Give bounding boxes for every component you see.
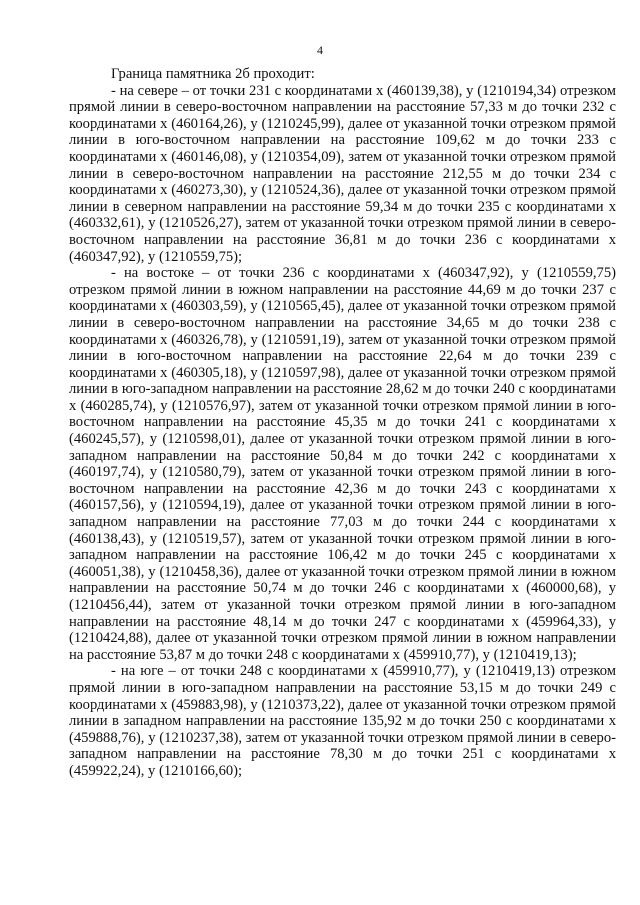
paragraph-east-boundary: - на востоке – от точки 236 с координатами х (460347,92), у (1210559,75) отрезком прямой линии в южном направлении на расстояние 44,69 м до точки 237 с координатами х (460303,59), у (1210565,45), далее от указанной точки отрезком прямой линии в северо-восточном направлении на расстояние 34,65 м до точки 238 с координатами х (460326,78), у (1210591,19), затем от указанной точки отрезком прямой линии в юго-восточном направлении на расстояние 22,64 м до точки 239 с координатами х (460305,18), у (1210597,98), далее от указанной точки отрезком прямой линии в юго-западном направлении на расстояние 28,62 м до точки 240 с координатами х (460285,74), у (1210576,97), затем от указанной точки отрезком прямой линии в юго-восточном направлении на расстояние 45,35 м до точки 241 с координатами х (460245,57), у (1210598,01), далее от указанной точки отрезком прямой линии в юго-западном направлении на расстояние 50,84 м до точки 242 с координатами х (460197,74), у (1210580,79), затем от указанной точки отрезком прямой линии в юго-восточном направлении на расстояние 42,36 м до точки 243 с координатами х (460157,56), у (1210594,19), далее от указанной точки отрезком прямой линии в юго-западном направлении на расстояние 77,03 м до точки 244 с координатами х (460138,43), у (1210519,57), затем от указанной точки отрезком прямой линии в юго-западном направлении на расстояние 106,42 м до точки 245 с координатами х (460051,38), у (1210458,36), далее от указанной точки отрезком прямой линии в южном направлении на расстояние 50,74 м до точки 246 с координатами х (460000,68), у (1210456,44), затем от указанной точки отрезком прямой линии в юго-западном направлении на расстояние 48,14 м до точки 247 с координатами х (459964,33), у (1210424,88), далее от указанной точки отрезком прямой линии в южном направлении на расстояние 53,87 м до точки 248 с координатами х (459910,77), у (1210419,13);: [69, 265, 616, 663]
paragraph-south-boundary: - на юге – от точки 248 с координатами х (459910,77), у (1210419,13) отрезком прямой линии в юго-западном направлении на расстояние 53,15 м до точки 249 с координатами х (459883,98), у (1210373,22), далее от указанной точки отрезком прямой линии в западном направлении на расстояние 135,92 м до точки 250 с координатами х (459888,76), у (1210237,38), затем от указанной точки отрезком прямой линии в северо-западном направлении на расстояние 78,30 м до точки 251 с координатами х (459922,24), у (1210166,60);: [69, 663, 616, 779]
section-heading: Граница памятника 2б проходит:: [111, 66, 315, 82]
paragraph-north-boundary: - на севере – от точки 231 с координатами х (460139,38), у (1210194,34) отрезком прямой линии в северо-восточном направлении на расстояние 57,33 м до точки 232 с координатами х (460164,26), у (1210245,99), далее от указанной точки отрезком прямой линии в юго-восточном направлении на расстояние 109,62 м до точки 233 с координатами х (460146,08), у (1210354,09), затем от указанной точки отрезком прямой линии в северо-восточном направлении на расстояние 212,55 м до точки 234 с координатами х (460273,30), у (1210524,36), далее от указанной точки отрезком прямой линии в северном направлении на расстояние 59,34 м до точки 235 с координатами х (460332,61), у (1210526,27), затем от указанной точки отрезком прямой линии в северо-восточном направлении на расстояние 36,81 м до точки 236 с координатами х (460347,92), у (1210559,75);: [69, 82, 616, 265]
document-body: [69, 66, 616, 780]
page-number: 4: [317, 43, 323, 57]
